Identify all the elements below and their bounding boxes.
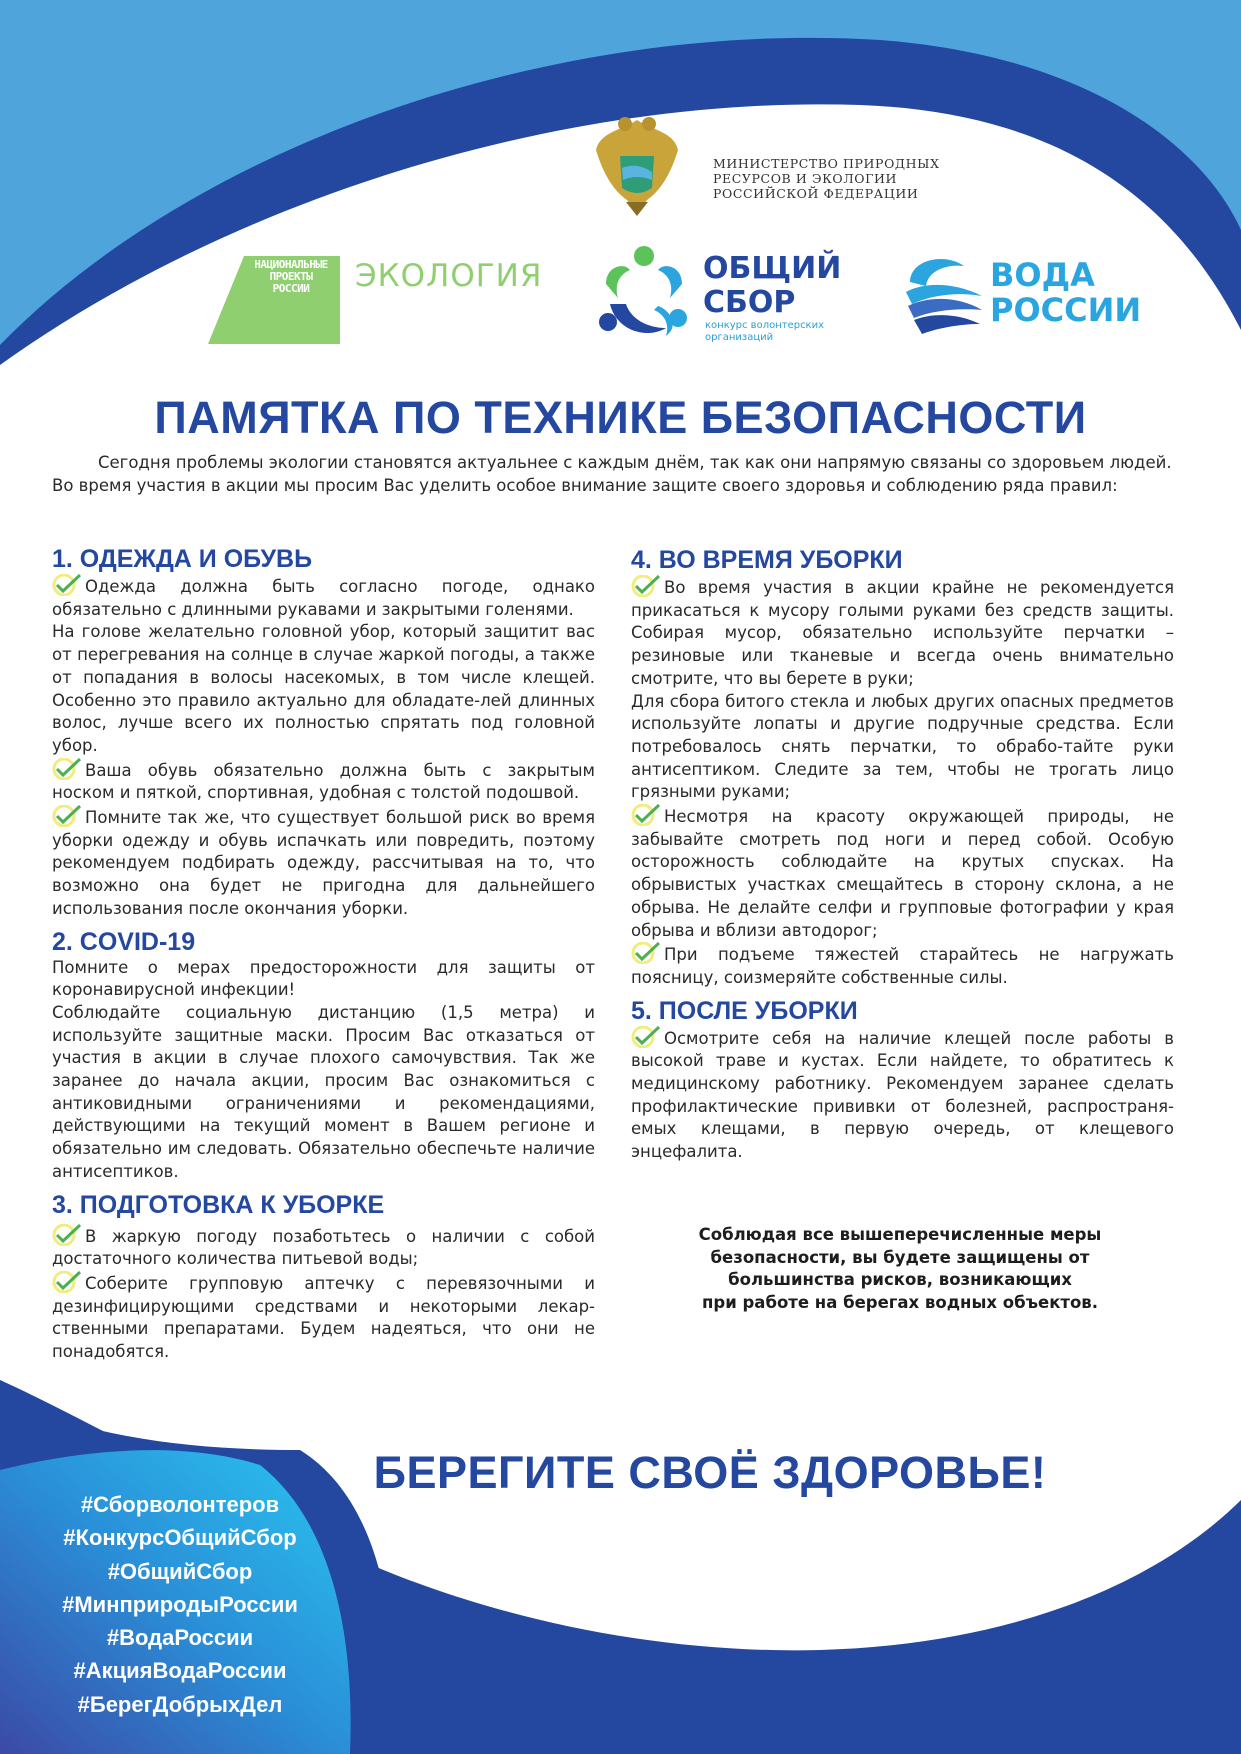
section-2-heading: 2. COVID-19 [52, 927, 196, 956]
ecology-logo-text: ЭКОЛОГИЯ [355, 258, 543, 294]
section-4-heading: 4. ВО ВРЕМЯ УБОРКИ [631, 546, 903, 574]
ministry-name [713, 156, 940, 201]
slogan: БЕРЕГИТЕ СВОЁ ЗДОРОВЬЕ! [373, 1447, 1047, 1498]
section-1-paragraph: На голове желательно головной убор, который защитит вас от перегревания на солнце в случае жаркой погоды, а также от попадания в волосы насекомых, в том числе клещей. Особенно это правило актуально для обладате-лей длинных волос, лучше всего их полностью спрятать под головной убор. [52, 622, 595, 755]
checkmark-icon [631, 575, 661, 597]
section-4-text-1: Во время участия в акции крайне не рекомендуется прикасаться к мусору голыми руками без средств защиты. Собирая мусор, обязательно используйте перчатки – резиновые или тканевые и всегда очень внимательно смотрите, что вы берете в руки; [631, 578, 1174, 688]
ministry-line-1: МИНИСТЕРСТВО ПРИРОДНЫХ [713, 156, 940, 171]
section-1-text-3: Ваша обувь обязательно должна быть с закрытым носком и пяткой, спортивная, удобная с толстой подошвой. [52, 760, 595, 803]
hashtag: #БерегДобрыхДел [77, 1691, 283, 1717]
voda-rossii-wave-icon [904, 252, 984, 334]
obshchiy-sbor-logo-icon [596, 244, 692, 344]
section-5-text-1: Осмотрите себя на наличие клещей после работы в высокой траве и кустах. Если найдете, то обратитесь к медицинскому работнику. Рекомендуем заранее сделать профилактические прививки от болезней, распространя-емых клещами, в первую очередь, от клещевого энцефалита. [631, 1028, 1174, 1162]
hashtag: #АкцияВодаРоссии [73, 1658, 287, 1684]
section-4-item [631, 804, 1174, 942]
checkmark-icon [52, 1271, 82, 1293]
natsproekty-line-3: РОССИИ [272, 282, 310, 295]
section-3-text-2: Соберите групповую аптечку с перевязочными и дезинфицирующими средствами и некоторыми лекар-ственными препаратами. Будем надеяться, что они не понадобятся. [52, 1273, 595, 1362]
section-4-paragraph: Для сбора битого стекла и любых других опасных предметов используйте лопаты и другие подручные средства. Если потребовалось снять перчатки, то обрабо-тайте руки антисептиком. Следите за тем, чтобы не трогать лицо грязными руками; [631, 691, 1174, 802]
ministry-line-2: РЕСУРСОВ И ЭКОЛОГИИ [713, 171, 898, 186]
checkmark-icon [631, 804, 661, 826]
checkmark-icon [52, 758, 82, 780]
final-note-line-1: Соблюдая все вышеперечисленные меры [698, 1225, 1102, 1244]
section-3-item [52, 1224, 595, 1271]
checkmark-icon [52, 1224, 82, 1246]
section-1-text-1: Одежда должна быть согласно погоде, однако обязательно с длинными рукавами и закрытыми голенями. [52, 577, 595, 619]
hashtag: #МинприродыРоссии [62, 1591, 298, 1617]
final-note-line-4: при работе на берегах водных объектов. [701, 1292, 1099, 1312]
section-1-item [52, 574, 595, 621]
ministry-line-3: РОССИЙСКОЙ ФЕДЕРАЦИИ [713, 186, 919, 201]
intro-paragraph: Сегодня проблемы экологии становятся актуальнее с каждым днём, так как они напрямую связаны со здоровьем людей. Во время участия в акции мы просим Вас уделить особое внимание защите своего здоровья и соблюдению ряда правил: [52, 453, 1172, 495]
hashtag-list [40, 1488, 320, 1721]
coat-of-arms-icon [592, 110, 682, 222]
left-column [52, 544, 595, 1364]
obshchiy-sbor-subtitle-1: конкурс волонтерских [705, 320, 825, 331]
right-column [631, 545, 1174, 1164]
hashtag: #Сборволонтеров [80, 1492, 280, 1517]
voda-rossii-title-2: РОССИИ [990, 291, 1142, 329]
checkmark-icon [631, 1026, 661, 1048]
section-4-item [631, 942, 1174, 989]
section-5-item [631, 1026, 1174, 1164]
obshchiy-sbor-subtitle [705, 320, 824, 344]
section-1-item [52, 758, 595, 805]
checkmark-icon [631, 942, 661, 964]
natsproekty-text [245, 259, 337, 295]
section-3-text-1: В жаркую погоду позаботьтесь о наличии с собой достаточного количества питьевой воды; [52, 1226, 595, 1269]
section-3-item [52, 1271, 595, 1364]
checkmark-icon [52, 805, 82, 827]
page-title: ПАМЯТКА ПО ТЕХНИКЕ БЕЗОПАСНОСТИ [154, 392, 1087, 443]
section-4-text-3: Несмотря на красоту окружающей природы, не забывайте смотреть под ноги и перед собой. Особую осторожность соблюдайте на крутых спусках. На обрывистых участках смещайтесь в сторону склона, а не обрыва. Не делайте селфи и групповые фотографии у края обрыва и вблизи автодорог; [631, 807, 1174, 940]
section-2-paragraph-2: Соблюдайте социальную дистанцию (1,5 метра) и используйте защитные маски. Просим Вас отказаться от участия в акции в случае плохого самочувствия. Так же заранее до начала акции, просим Вас ознакомиться с антиковидными ограничениями и рекомендациями, действующими на текущий момент в Вашем регионе и обязательно им следовать. Обязательно обеспечьте наличие антисептиков. [52, 1002, 595, 1181]
hashtag: #КонкурсОбщийСбор [63, 1525, 297, 1551]
hashtag: #ОбщийСбор [107, 1558, 253, 1584]
natsproekty-line-1: НАЦИОНАЛЬНЫЕ [254, 258, 328, 271]
final-note [680, 1224, 1120, 1314]
checkmark-icon [52, 574, 82, 596]
obshchiy-sbor-title-2: СБОР [703, 285, 796, 320]
hashtag: #ВодаРоссии [106, 1625, 254, 1651]
section-4-item [631, 575, 1174, 691]
section-3-heading: 3. ПОДГОТОВКА К УБОРКЕ [52, 1190, 385, 1219]
voda-rossii-title-1: ВОДА [990, 256, 1095, 294]
section-1-item [52, 805, 595, 921]
final-note-line-2: безопасности, вы будете защищены от [710, 1247, 1090, 1267]
section-1-heading: 1. ОДЕЖДА И ОБУВЬ [52, 545, 313, 573]
obshchiy-sbor-title-1: ОБЩИЙ [703, 251, 842, 286]
final-note-line-3: большинства рисков, возникающих [728, 1270, 1072, 1289]
section-5-heading: 5. ПОСЛЕ УБОРКИ [631, 996, 858, 1025]
section-2-paragraph-1: Помните о мерах предосторожности для защиты от коронавирусной инфекции! [52, 957, 595, 1000]
obshchiy-sbor-subtitle-2: организаций [705, 332, 774, 343]
section-1-text-4: Помните так же, что существует большой риск во время уборки одежду и обувь испачкать или повредить, поэтому рекомендуем подбирать одежду, рассчитывая на то, что возможно она будет не пригодна для дальнейшего использования после окончания уборки. [52, 808, 595, 918]
natsproekty-line-2: ПРОЕКТЫ [269, 270, 313, 283]
section-4-text-4: При подъеме тяжестей старайтесь не нагружать поясницу, соизмеряйте собственные силы. [631, 945, 1174, 987]
